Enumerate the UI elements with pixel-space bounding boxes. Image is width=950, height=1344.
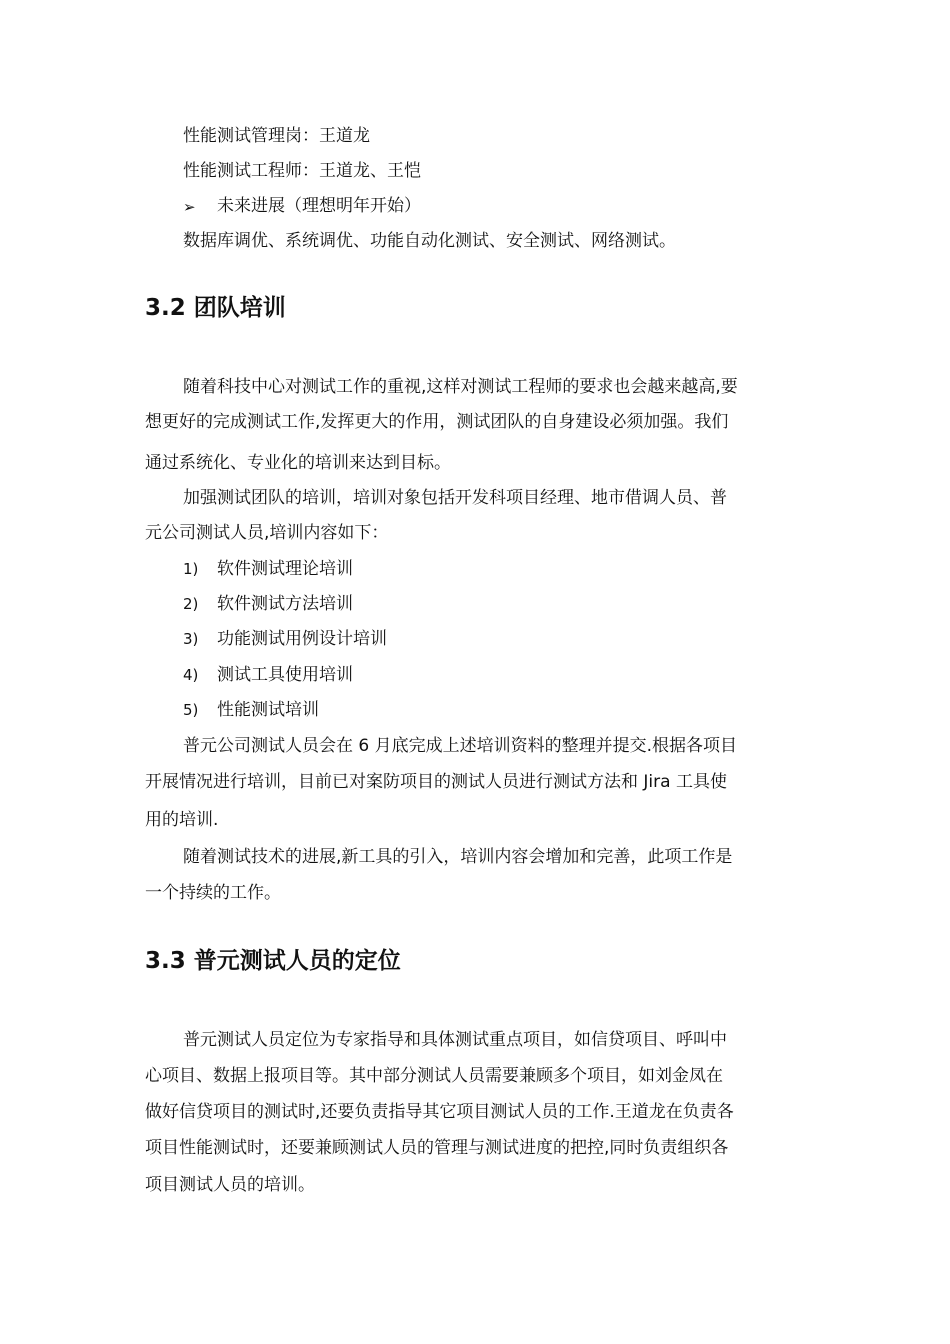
paragraph-line: 一个持续的工作。 [145, 883, 281, 903]
paragraph-line: 普元公司测试人员会在 6 月底完成上述培训资料的整理并提交.根据各项目 [183, 736, 738, 756]
future-title: 未来进展（理想明年开始） [217, 196, 421, 216]
paragraph-line: 元公司测试人员,培训内容如下： [145, 523, 389, 543]
paragraph-line: 通过系统化、专业化的培训来达到目标。 [145, 453, 451, 473]
list-item: 测试工具使用培训 [217, 665, 353, 685]
paragraph-line: 开展情况进行培训，目前已对案防项目的测试人员进行测试方法和 Jira 工具使 [145, 772, 727, 792]
paragraph-line: 做好信贷项目的测试时,还要负责指导其它项目测试人员的工作.王道龙在负责各 [145, 1102, 734, 1122]
role-engineer: 性能测试工程师：王道龙、王恺 [183, 161, 421, 181]
list-item: 功能测试用例设计培训 [217, 629, 387, 649]
paragraph-line: 项目性能测试时，还要兼顾测试人员的管理与测试进度的把控,同时负责组织各 [145, 1138, 729, 1158]
future-text: 数据库调优、系统调优、功能自动化测试、安全测试、网络测试。 [183, 231, 676, 251]
list-item: 软件测试方法培训 [217, 594, 353, 614]
paragraph-line: 随着测试技术的进展,新工具的引入，培训内容会增加和完善，此项工作是 [183, 847, 733, 867]
list-number: 3) [183, 630, 199, 648]
arrow-bullet-icon: ➢ [183, 198, 196, 216]
list-item: 性能测试培训 [217, 700, 319, 720]
paragraph-line: 项目测试人员的培训。 [145, 1175, 315, 1195]
paragraph-line: 心项目、数据上报项目等。其中部分测试人员需要兼顾多个项目，如刘金凤在 [145, 1066, 723, 1086]
list-item: 软件测试理论培训 [217, 559, 353, 579]
paragraph-line: 想更好的完成测试工作,发挥更大的作用，测试团队的自身建设必须加强。我们 [145, 412, 729, 432]
paragraph-line: 普元测试人员定位为专家指导和具体测试重点项目，如信贷项目、呼叫中 [183, 1030, 727, 1050]
role-manager: 性能测试管理岗：王道龙 [183, 126, 370, 146]
list-number: 1) [183, 560, 199, 578]
section-heading-3-3: 3.3 普元测试人员的定位 [145, 948, 401, 974]
paragraph-line: 随着科技中心对测试工作的重视,这样对测试工程师的要求也会越来越高,要 [183, 377, 738, 397]
list-number: 5) [183, 701, 199, 719]
list-number: 2) [183, 595, 199, 613]
list-number: 4) [183, 666, 199, 684]
section-heading-3-2: 3.2 团队培训 [145, 295, 286, 321]
paragraph-line: 用的培训. [145, 810, 219, 830]
paragraph-line: 加强测试团队的培训，培训对象包括开发科项目经理、地市借调人员、普 [183, 488, 727, 508]
